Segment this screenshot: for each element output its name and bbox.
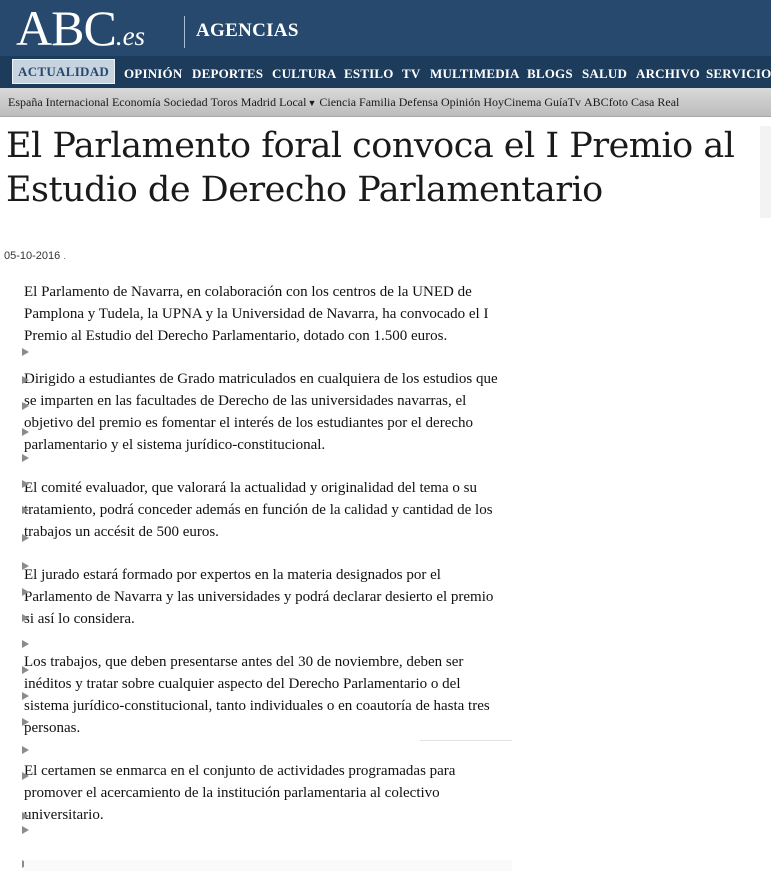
main-nav xyxy=(0,56,779,88)
bullet-column xyxy=(22,340,30,871)
nav-item-archivo[interactable]: ARCHIVO xyxy=(636,66,700,81)
article-paragraph: Los trabajos, que deben presentarse antes del 30 de noviembre, deben ser inéditos y tratar sobre cualquier aspecto del Derecho Parlamentario o del sistema jurídico-constitucional, tanto individuales o en coautoría de hasta tres personas. xyxy=(24,654,490,736)
bullet-arrow-icon xyxy=(22,428,29,436)
nav-item-salud[interactable]: SALUD xyxy=(582,66,628,81)
subnav-item-familia[interactable]: Familia xyxy=(359,95,396,109)
nav-item-multimedia[interactable]: MULTIMEDIA xyxy=(430,66,520,81)
divider-line xyxy=(420,740,512,741)
subnav-item-economia[interactable]: Economía xyxy=(111,95,161,109)
article-paragraph: El Parlamento de Navarra, en colaboración con los centros de la UNED de Pamplona y Tudela, la UPNA y la Universidad de Navarra, ha convocado el I Premio al Estudio del Derecho Parlamentario, dotado con 1.500 euros. xyxy=(24,284,489,344)
bullet-arrow-icon xyxy=(22,402,29,410)
subnav-item-local-label: Local xyxy=(279,95,307,109)
subnav-item-espana[interactable]: España xyxy=(8,95,43,109)
bullet-arrow-icon xyxy=(22,812,29,820)
subnav-item-local[interactable] xyxy=(279,88,316,117)
bullet-arrow-icon xyxy=(22,746,29,754)
article-date xyxy=(4,250,66,262)
section-name[interactable]: AGENCIAS xyxy=(196,20,299,41)
article-body xyxy=(24,281,504,847)
bullet-arrow-icon xyxy=(22,376,29,384)
logo-main: ABC xyxy=(16,0,116,56)
nav-item-blogs[interactable]: BLOGS xyxy=(527,66,573,81)
article-date-value: 05-10-2016 xyxy=(4,250,61,262)
bullet-arrow-icon xyxy=(22,348,29,356)
site-header xyxy=(0,0,771,56)
nav-item-tv[interactable]: TV xyxy=(402,66,421,81)
logo-suffix: .es xyxy=(115,21,146,51)
bullet-arrow-icon xyxy=(22,588,29,596)
bullet-arrow-icon xyxy=(22,534,29,542)
subnav-item-ciencia[interactable]: Ciencia xyxy=(319,95,357,109)
nav-item-estilo[interactable]: ESTILO xyxy=(344,66,394,81)
subnav-item-internacional[interactable]: Internacional xyxy=(45,95,109,109)
bullet-arrow-icon xyxy=(22,454,29,462)
logo-divider xyxy=(184,16,185,48)
subnav-item-sociedad[interactable]: Sociedad xyxy=(163,95,208,109)
dropdown-caret-icon: ▼ xyxy=(307,98,317,108)
bullet-arrow-icon xyxy=(22,640,29,648)
subnav-item-hoycinema[interactable]: HoyCinema xyxy=(483,95,542,109)
subnav-item-guiatv[interactable]: GuíaTv xyxy=(544,95,582,109)
subnav-item-madrid[interactable]: Madrid xyxy=(240,95,277,109)
bullet-arrow-icon xyxy=(22,692,29,700)
nav-item-servicios[interactable]: SERVICIOS xyxy=(706,66,779,81)
bullet-arrow-icon xyxy=(22,562,29,570)
subnav-item-defensa[interactable]: Defensa xyxy=(398,95,439,109)
bullet-arrow-icon xyxy=(22,772,29,780)
subnav-item-toros[interactable]: Toros xyxy=(210,95,238,109)
article-paragraph: Dirigido a estudiantes de Grado matriculados en cualquiera de los estudios que se imparten en las facultades de Derecho de las universidades navarras, el objetivo del premio es fomentar el interés de los estudiantes por el derecho parlamentario y el sistema jurídico-constitucional. xyxy=(24,371,498,453)
bullet-arrow-icon xyxy=(22,666,29,674)
side-shade xyxy=(760,126,771,218)
nav-item-opinion[interactable]: OPINIÓN xyxy=(124,66,183,81)
sub-nav xyxy=(0,88,771,117)
nav-item-actualidad[interactable]: ACTUALIDAD xyxy=(12,59,115,84)
bullet-arrow-icon xyxy=(22,826,29,834)
article-paragraph: El certamen se enmarca en el conjunto de actividades programadas para promover el acercamiento de la institución parlamentaria al colectivo universitario. xyxy=(24,763,456,823)
article-title: El Parlamento foral convoca el I Premio al Estudio de Derecho Parlamentario xyxy=(6,126,735,210)
bottom-shade xyxy=(24,860,512,871)
bullet-arrow-icon xyxy=(22,718,29,726)
nav-item-deportes[interactable]: DEPORTES xyxy=(192,66,264,81)
subnav-item-opinion[interactable]: Opinión xyxy=(441,95,481,109)
bullet-arrow-icon xyxy=(22,506,29,514)
bullet-arrow-icon xyxy=(22,614,29,622)
article-paragraph: El jurado estará formado por expertos en la materia designados por el Parlamento de Navarra y las universidades y podrá declarar desierto el premio si así lo considera. xyxy=(24,567,494,627)
nav-item-cultura[interactable]: CULTURA xyxy=(272,66,337,81)
date-separator: . xyxy=(63,251,66,261)
subnav-item-abcfoto[interactable]: ABCfoto xyxy=(584,95,629,109)
article-paragraph: El comité evaluador, que valorará la actualidad y originalidad del tema o su tratamiento, podrá conceder además en función de la calidad y cantidad de los trabajos un accésit de 500 euros. xyxy=(24,480,493,540)
subnav-item-casa-real[interactable]: Casa Real xyxy=(631,95,680,109)
bullet-arrow-icon xyxy=(22,480,29,488)
